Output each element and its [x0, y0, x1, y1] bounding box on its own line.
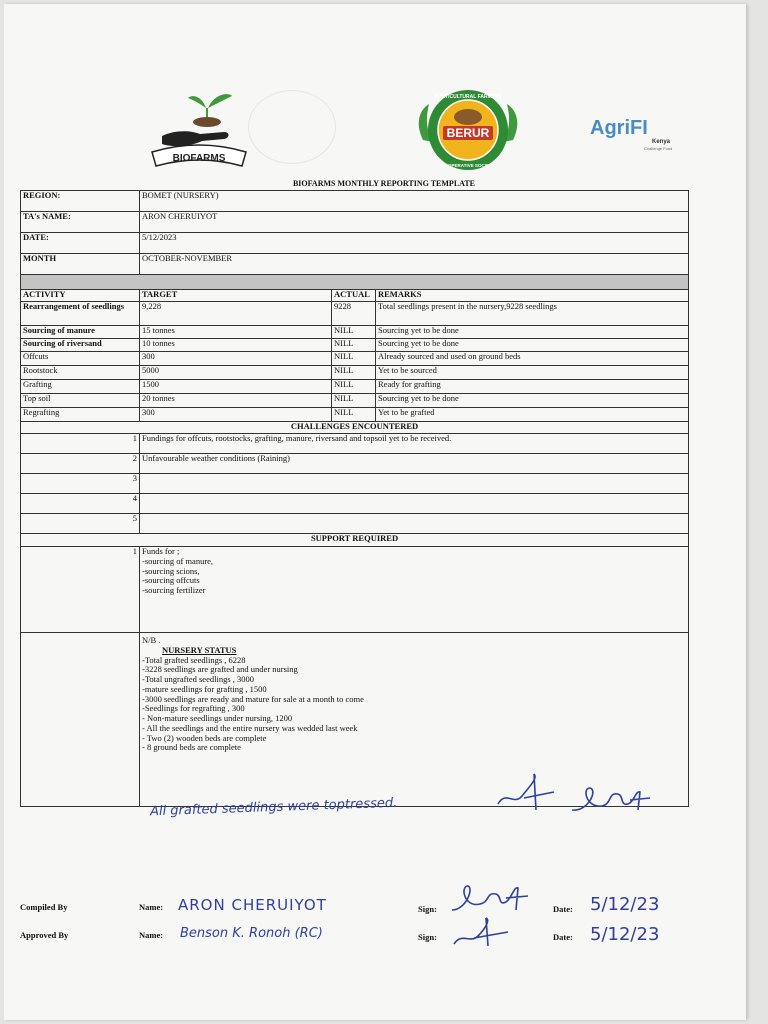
- challenge-number: 4: [21, 494, 140, 514]
- approved-sign-label: Sign:: [418, 932, 437, 942]
- gray-separator-row: [21, 275, 689, 290]
- remarks-cell: Yet to be grafted: [376, 408, 689, 422]
- month-value: OCTOBER-NOVEMBER: [140, 254, 689, 275]
- report-table: [20, 190, 689, 807]
- actual-cell: 9228: [332, 302, 376, 326]
- table-row: [21, 380, 689, 394]
- activity-cell: Regrafting: [21, 408, 140, 422]
- date-row: [21, 233, 689, 254]
- nursery-line: - Two (2) wooden beds are complete: [142, 732, 267, 743]
- support-line: -sourcing scions,: [142, 565, 200, 576]
- month-row: [21, 254, 689, 275]
- compiled-by-label: Compiled By: [20, 902, 68, 912]
- challenge-text: [140, 494, 689, 514]
- support-line: Funds for ;: [142, 546, 180, 556]
- activity-cell: Offcuts: [21, 352, 140, 366]
- challenge-number: 3: [21, 474, 140, 494]
- region-label: REGION:: [21, 191, 140, 212]
- date-label: DATE:: [21, 233, 140, 254]
- support-line: -sourcing of manure,: [142, 555, 214, 566]
- remarks-cell: Sourcing yet to be done: [376, 394, 689, 408]
- activity-cell: Rootstock: [21, 366, 140, 380]
- challenges-title-row: [21, 422, 689, 434]
- compiled-date-handwritten: 5/12/23: [590, 894, 660, 915]
- target-cell: 300: [140, 352, 332, 366]
- approved-name-handwritten: Benson K. Ronoh (RC): [180, 926, 323, 941]
- table-row: [21, 352, 689, 366]
- activity-cell: Sourcing of riversand: [21, 339, 140, 352]
- target-cell: 5000: [140, 366, 332, 380]
- actual-cell: NILL: [332, 408, 376, 422]
- activity-header-row: [21, 290, 689, 302]
- nursery-line: - Non-mature seedlings under nursing, 1200: [142, 713, 293, 724]
- activity-cell: Grafting: [21, 380, 140, 394]
- approved-date-handwritten: 5/12/23: [590, 924, 660, 945]
- nursery-line: -Total grafted seedlings , 6228: [142, 654, 246, 665]
- agrifi-logo: [590, 112, 690, 156]
- nursery-line: -3228 seedlings are grafted and under nursing: [142, 664, 298, 675]
- challenge-number: 1: [21, 434, 140, 454]
- target-header: TARGET: [140, 290, 332, 302]
- actual-cell: NILL: [332, 339, 376, 352]
- approved-signature: [450, 914, 514, 950]
- month-label: MONTH: [21, 254, 140, 275]
- remarks-cell: Ready for grafting: [376, 380, 689, 394]
- actual-cell: NILL: [332, 380, 376, 394]
- challenge-row: [21, 474, 689, 494]
- support-title: SUPPORT REQUIRED: [21, 534, 689, 547]
- signature-mark: [568, 780, 654, 820]
- target-cell: 15 tonnes: [140, 326, 332, 339]
- signature-mark: [494, 770, 564, 816]
- remarks-cell: Sourcing yet to be done: [376, 326, 689, 339]
- nursery-status-title: NURSERY STATUS: [162, 644, 237, 655]
- agrifi-logo-text: AgriFI: [590, 117, 648, 139]
- approved-by-label: Approved By: [20, 930, 69, 940]
- challenge-text: [140, 514, 689, 534]
- nursery-line: -Seedlings for regrafting , 300: [142, 703, 245, 714]
- actual-cell: NILL: [332, 352, 376, 366]
- faint-logo-watermark: [248, 90, 336, 164]
- compiled-date-label: Date:: [553, 904, 573, 914]
- remarks-cell: Yet to be sourced: [376, 366, 689, 380]
- activity-cell: Top soil: [21, 394, 140, 408]
- nursery-line: -mature seedlings for grafting , 1500: [142, 683, 267, 694]
- compiled-name-label: Name:: [139, 902, 164, 912]
- support-line: -sourcing offcuts: [142, 575, 200, 586]
- activity-header: ACTIVITY: [21, 290, 140, 302]
- support-content: [140, 547, 689, 633]
- handwritten-note: All grafted seedlings were toptressed.: [149, 795, 398, 820]
- actual-cell: NILL: [332, 366, 376, 380]
- actual-header: ACTUAL: [332, 290, 376, 302]
- challenge-row: [21, 514, 689, 534]
- challenge-row: [21, 494, 689, 514]
- approved-name-label: Name:: [139, 930, 164, 940]
- table-row: [21, 302, 689, 326]
- agrifi-logo-sub: Challenge Fund: [644, 146, 673, 151]
- actual-cell: NILL: [332, 394, 376, 408]
- target-cell: 10 tonnes: [140, 339, 332, 352]
- target-cell: 300: [140, 408, 332, 422]
- ta-name-value: ARON CHERUIYOT: [140, 212, 689, 233]
- ta-name-row: [21, 212, 689, 233]
- support-line: -sourcing fertilizer: [142, 585, 206, 596]
- agrifi-logo-kenya: Kenya: [652, 139, 671, 145]
- compiled-name-handwritten: ARON CHERUIYOT: [178, 896, 327, 914]
- approved-date-label: Date:: [553, 932, 573, 942]
- nursery-line: - 8 ground beds are complete: [142, 742, 241, 753]
- target-cell: 20 tonnes: [140, 394, 332, 408]
- challenge-text: Unfavourable weather conditions (Raining): [140, 454, 689, 474]
- challenge-row: [21, 434, 689, 454]
- target-cell: 1500: [140, 380, 332, 394]
- table-row: [21, 339, 689, 352]
- table-row: [21, 366, 689, 380]
- berur-logo: [409, 84, 527, 176]
- nursery-line: -Total ungrafted seedlings , 3000: [142, 674, 255, 685]
- target-cell: 9,228: [140, 302, 332, 326]
- report-title: BIOFARMS MONTHLY REPORTING TEMPLATE: [292, 179, 476, 188]
- biofarms-logo-text: BIOFARMS: [172, 153, 226, 164]
- challenge-row: [21, 454, 689, 474]
- nb-label: N/B .: [142, 635, 161, 645]
- remarks-cell: Sourcing yet to be done: [376, 339, 689, 352]
- date-value: 5/12/2023: [140, 233, 689, 254]
- challenges-title: CHALLENGES ENCOUNTERED: [21, 422, 689, 434]
- activity-cell: Rearrangement of seedlings: [21, 302, 140, 326]
- table-row: [21, 326, 689, 339]
- support-title-row: [21, 534, 689, 547]
- table-row: [21, 394, 689, 408]
- nursery-line: - All the seedlings and the entire nursery was wedded last week: [142, 722, 358, 733]
- table-row: [21, 408, 689, 422]
- region-value: BOMET (NURSERY): [140, 191, 689, 212]
- berur-logo-top-text: HORTICULTURAL FARMERS: [433, 94, 503, 100]
- remarks-header: REMARKS: [376, 290, 689, 302]
- support-row: [21, 547, 689, 633]
- empty-cell: [21, 633, 140, 807]
- challenge-number: 2: [21, 454, 140, 474]
- nursery-line: -3000 seedlings are ready and mature for sale at a month to come: [142, 693, 364, 704]
- berur-logo-center-text: BERUR: [446, 126, 490, 140]
- remarks-cell: Total seedlings present in the nursery,9228 seedlings: [376, 302, 689, 326]
- actual-cell: NILL: [332, 326, 376, 339]
- region-row: [21, 191, 689, 212]
- berur-logo-bottom-text: COOPERATIVE SOCIETY: [441, 163, 495, 168]
- biofarms-logo: [144, 86, 254, 178]
- activity-cell: Sourcing of manure: [21, 326, 140, 339]
- compiled-sign-label: Sign:: [418, 904, 437, 914]
- remarks-cell: Already sourced and used on ground beds: [376, 352, 689, 366]
- ta-name-label: TA's NAME:: [21, 212, 140, 233]
- challenge-number: 5: [21, 514, 140, 534]
- challenge-text: [140, 474, 689, 494]
- challenge-text: Fundings for offcuts, rootstocks, grafting, manure, riversand and topsoil yet to be received.: [140, 434, 689, 454]
- support-number: 1: [21, 547, 140, 633]
